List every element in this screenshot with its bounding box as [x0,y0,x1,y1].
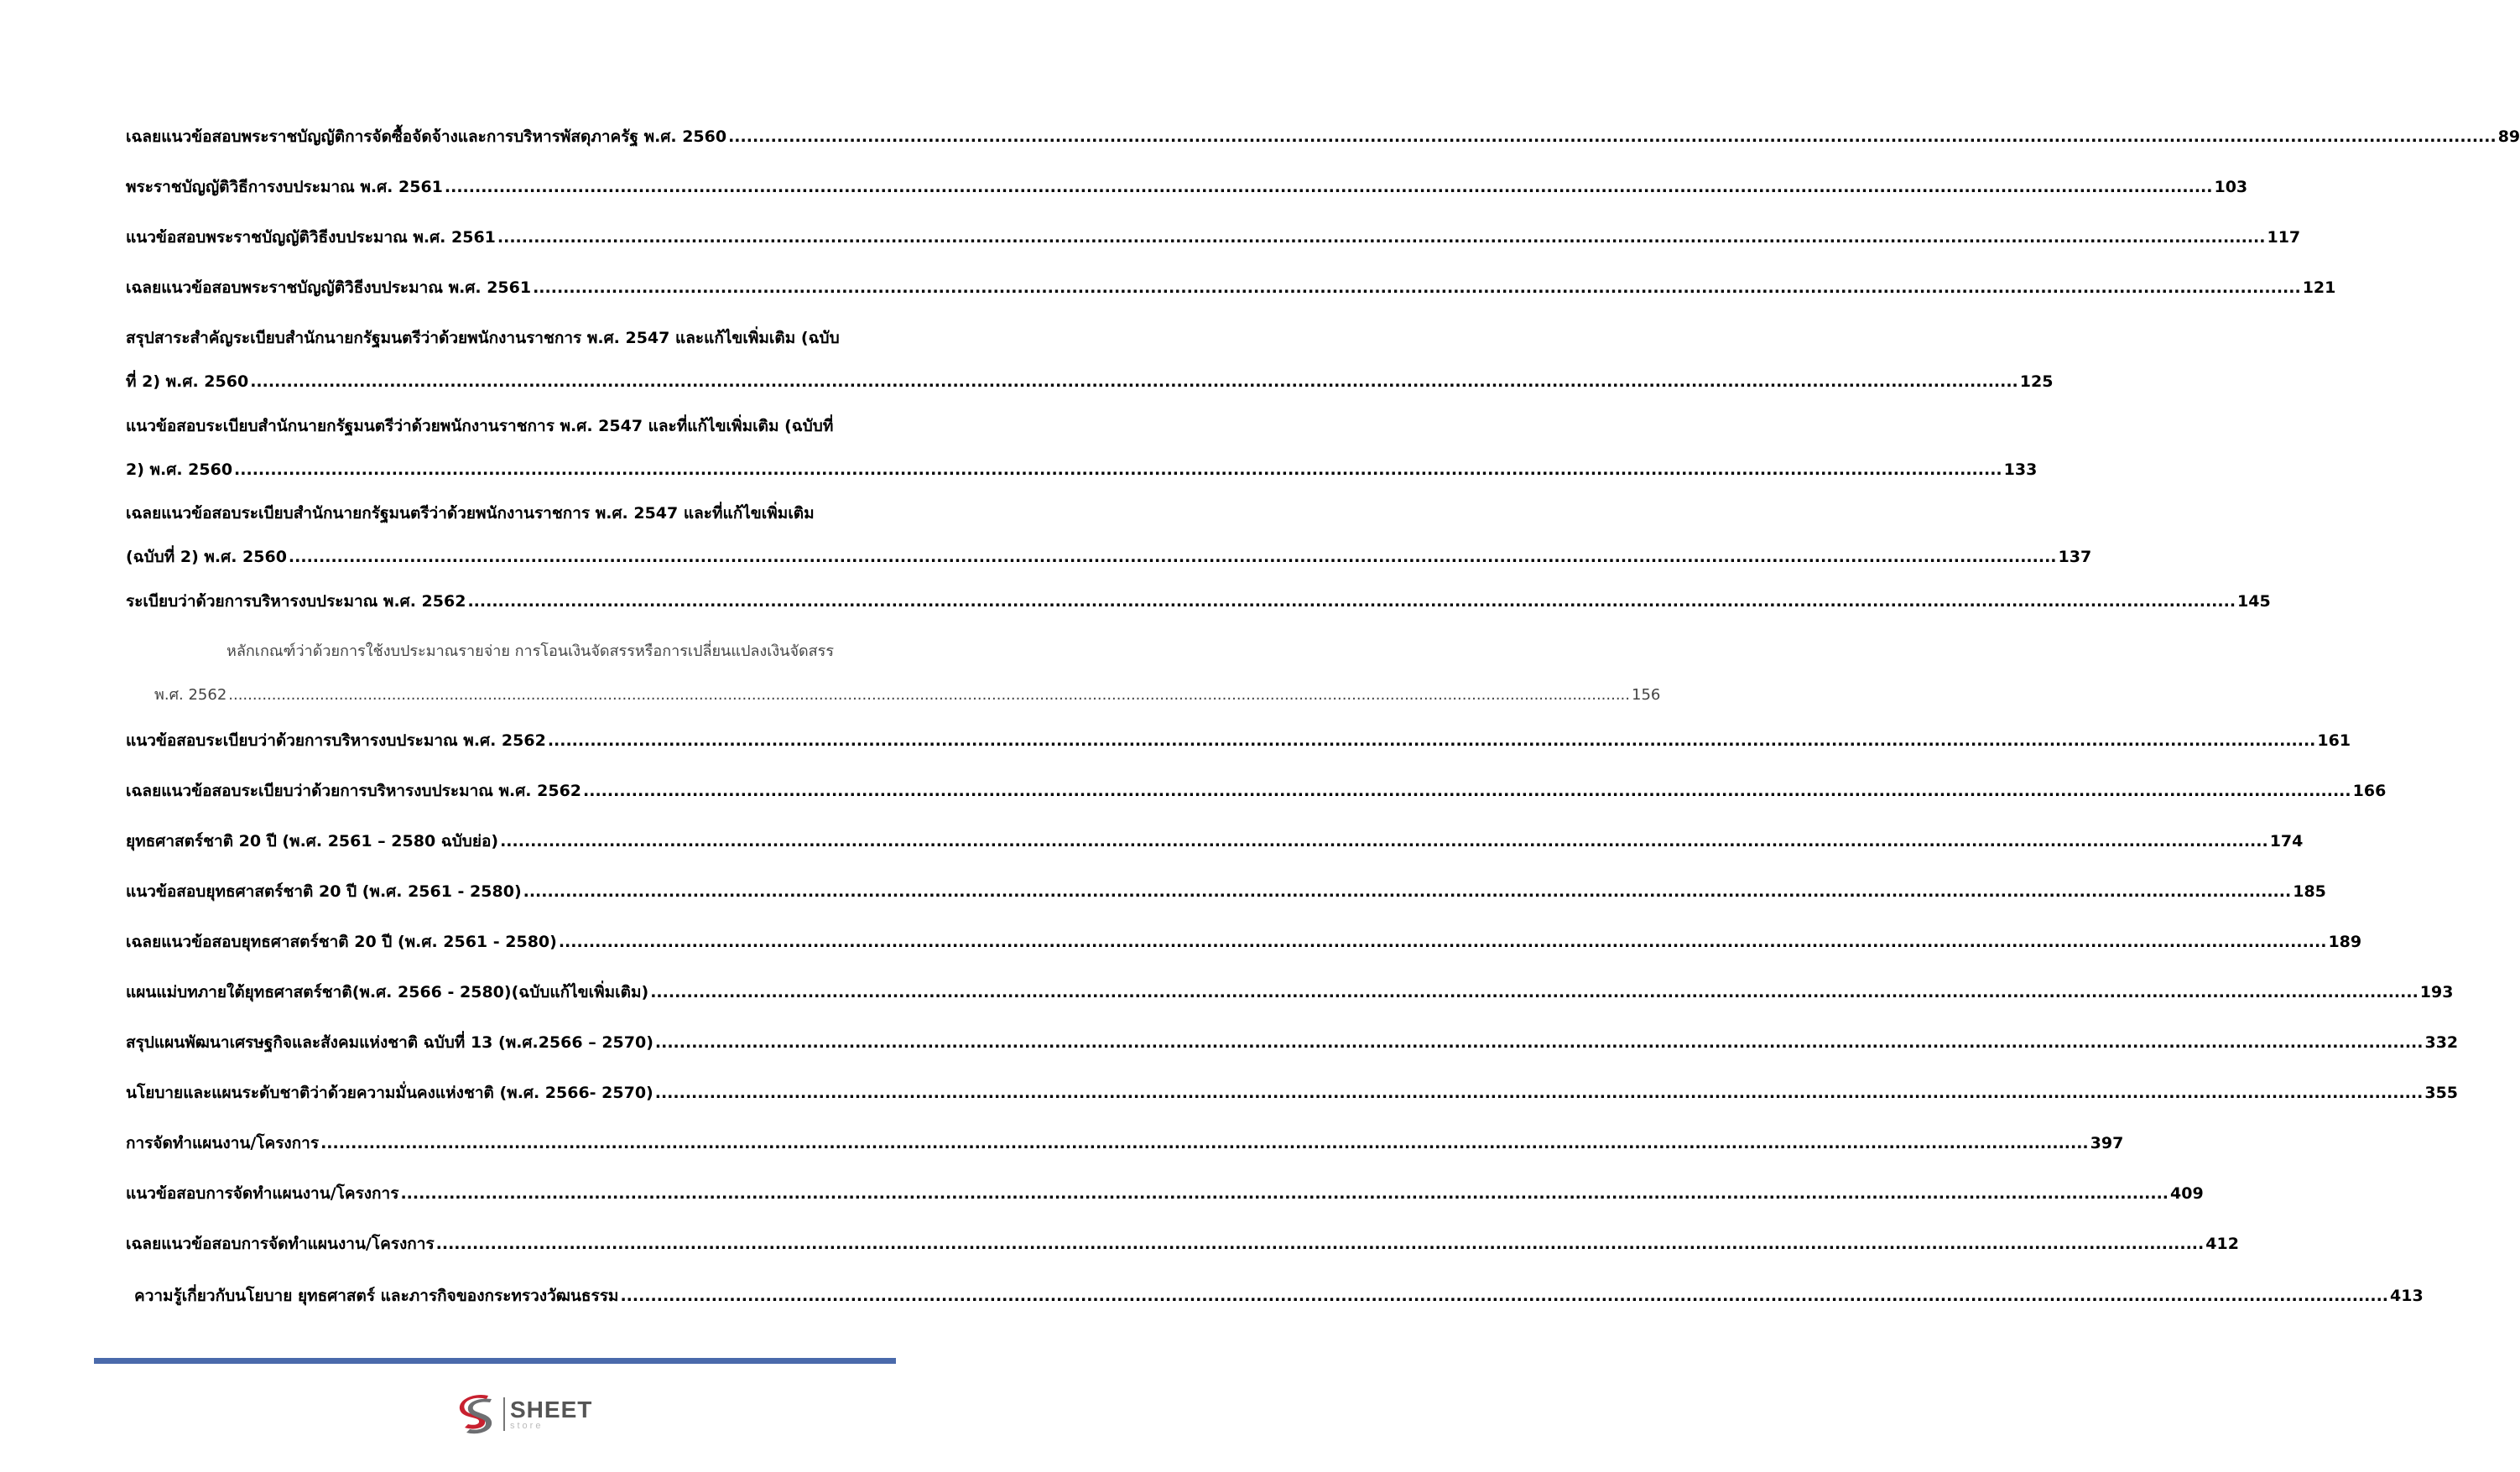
toc-leader-dots [497,226,2266,248]
logo-subtitle: store [510,1420,544,1431]
toc-page-number: 156 [1632,686,1661,704]
toc-page-number: 137 [2058,548,2092,566]
logo-text [510,1398,592,1431]
toc-entry[interactable] [126,981,2454,1003]
toc-page-number: 145 [2237,592,2271,611]
footer-divider [94,1358,896,1364]
toc-entry[interactable] [126,780,2387,802]
toc-page-number: 409 [2170,1184,2204,1203]
toc-page-number: 355 [2424,1084,2459,1102]
toc-page-number: 185 [2293,882,2326,901]
toc-entry-title: ระเบียบว่าด้วยการบริหารงบประมาณ พ.ศ. 2562 [126,592,466,611]
toc-entry-title: เฉลยแนวข้อสอบระเบียบว่าด้วยการบริหารงบประมาณ พ.ศ. 2562 [126,782,582,800]
toc-entry-title: เฉลยแนวข้อสอบการจัดทำแผนงาน/โครงการ [126,1235,435,1253]
toc-page-number: 89 [2497,127,2520,146]
toc-leader-dots [559,931,2327,953]
toc-entry[interactable] [126,1082,2459,1104]
toc-entry-title: เฉลยแนวข้อสอบยุทธศาสตร์ชาติ 20 ปี (พ.ศ. 2561 - 2580) [126,933,557,951]
toc-entry-title: พ.ศ. 2562 [154,686,227,704]
toc-entry[interactable] [126,415,2038,481]
toc-entry-title: แผนแม่บทภายใต้ยุทธศาสตร์ชาติ(พ.ศ. 2566 - 2580)(ฉบับแก้ไขเพิ่มเติม) [126,983,649,1001]
toc-entry-title: แนวข้อสอบการจัดทำแผนงาน/โครงการ [126,1184,399,1203]
toc-entry[interactable] [126,1132,2124,1154]
toc-entry-title: แนวข้อสอบยุทธศาสตร์ชาติ 20 ปี (พ.ศ. 2561 - 2580) [126,882,522,901]
toc-entry-title: แนวข้อสอบพระราชบัญญัติวิธีงบประมาณ พ.ศ. 2561 [126,228,496,247]
toc-entry[interactable] [126,590,2271,612]
toc-entry[interactable] [126,502,2092,568]
toc-entry[interactable] [126,931,2362,953]
toc-page-number: 332 [2424,1033,2459,1052]
toc-leader-dots [650,981,2418,1003]
toc-entry[interactable] [126,226,2301,248]
toc-leader-dots [620,1285,2388,1307]
toc-entry-title: 2) พ.ศ. 2560 [126,460,233,479]
toc-entry-title: ที่ 2) พ.ศ. 2560 [126,372,249,391]
toc-entry[interactable] [126,176,2248,198]
toc-leader-dots [234,459,2002,481]
toc-page-number: 189 [2328,933,2362,951]
toc-page-number: 133 [2003,460,2038,479]
logo-separator [503,1397,505,1431]
toc-page-number: 125 [2019,372,2054,391]
toc-entry-title: เฉลยแนวข้อสอบพระราชบัญญัติวิธีงบประมาณ พ.ศ. 2561 [126,278,532,297]
toc-entry[interactable] [126,641,1661,706]
toc-leader-dots [500,830,2268,852]
toc-entry[interactable] [126,881,2326,902]
toc-entry[interactable] [126,277,2336,299]
toc-entry-title: ความรู้เกี่ยวกับนโยบาย ยุทธศาสตร์ และภารกิจของกระทรวงวัฒนธรรม [134,1287,619,1305]
toc-entry-title-line1: แนวข้อสอบระเบียบสำนักนายกรัฐมนตรีว่าด้วยพนักงานราชการ พ.ศ. 2547 และที่แก้ไขเพิ่มเติม (ฉบับที่ [126,417,834,435]
toc-entry-title-line1: สรุปสาระสำคัญระเบียบสำนักนายกรัฐมนตรีว่าด้วยพนักงานราชการ พ.ศ. 2547 และแก้ไขเพิ่มเติม (ฉบับ [126,329,840,347]
toc-page-number: 413 [2390,1287,2424,1305]
toc-entry-title: เฉลยแนวข้อสอบพระราชบัญญัติการจัดซื้อจัดจ้างและการบริหารพัสดุภาครัฐ พ.ศ. 2560 [126,127,727,146]
toc-leader-dots [436,1233,2205,1255]
toc-page-number: 161 [2317,731,2351,750]
toc-leader-dots [728,126,2497,148]
toc-page-number: 412 [2205,1235,2239,1253]
toc-entry[interactable] [126,1233,2239,1255]
toc-entry[interactable] [126,1032,2459,1053]
toc-leader-dots [583,780,2351,802]
toc-page-number: 174 [2269,832,2304,850]
toc-entry-title: การจัดทำแผนงาน/โครงการ [126,1134,320,1152]
toc-entry-title: แนวข้อสอบระเบียบว่าด้วยการบริหารงบประมาณ พ.ศ. 2562 [126,731,546,750]
toc-entry[interactable] [126,327,2054,393]
toc-leader-dots [228,684,1630,706]
toc-entry[interactable] [126,126,2520,148]
toc-entry-title: (ฉบับที่ 2) พ.ศ. 2560 [126,548,287,566]
toc-leader-dots [533,277,2301,299]
toc-entry-title: พระราชบัญญัติวิธีการงบประมาณ พ.ศ. 2561 [126,178,443,196]
toc-leader-dots [655,1032,2424,1053]
toc-page-number: 121 [2302,278,2336,297]
toc-entry[interactable] [126,730,2351,752]
sheet-store-logo-icon [453,1391,500,1438]
toc-entry[interactable] [126,830,2304,852]
logo-wordmark: SHEET [510,1396,593,1423]
toc-leader-dots [655,1082,2424,1104]
toc-leader-dots [250,371,2018,393]
toc-leader-dots [400,1183,2169,1204]
toc-entry-title-line1: หลักเกณฑ์ว่าด้วยการใช้งบประมาณรายจ่าย การโอนเงินจัดสรรหรือการเปลี่ยนแปลงเงินจัดสรร [226,642,835,660]
toc-entry-title: สรุปแผนพัฒนาเศรษฐกิจและสังคมแห่งชาติ ฉบับที่ 13 (พ.ศ.2566 – 2570) [126,1033,653,1052]
toc-entry[interactable] [126,1183,2204,1204]
toc-entry-title: นโยบายและแผนระดับชาติว่าด้วยความมั่นคงแห่งชาติ (พ.ศ. 2566- 2570) [126,1084,653,1102]
toc-page-number: 103 [2214,178,2248,196]
sheet-store-logo [453,1391,592,1438]
toc-leader-dots [548,730,2316,752]
toc-page-number: 397 [2090,1134,2124,1152]
toc-page-number: 166 [2352,782,2387,800]
toc-leader-dots [467,590,2236,612]
toc-leader-dots [320,1132,2089,1154]
toc-page-number: 193 [2419,983,2454,1001]
toc-leader-dots [523,881,2292,902]
toc-leader-dots [445,176,2213,198]
toc-entry[interactable] [126,1285,2424,1307]
toc-leader-dots [289,546,2057,568]
toc-entry-title: ยุทธศาสตร์ชาติ 20 ปี (พ.ศ. 2561 – 2580 ฉบับย่อ) [126,832,499,850]
toc-page-number: 117 [2267,228,2301,247]
toc-entry-title-line1: เฉลยแนวข้อสอบระเบียบสำนักนายกรัฐมนตรีว่าด้วยพนักงานราชการ พ.ศ. 2547 และที่แก้ไขเพิ่มเติม [126,504,815,523]
